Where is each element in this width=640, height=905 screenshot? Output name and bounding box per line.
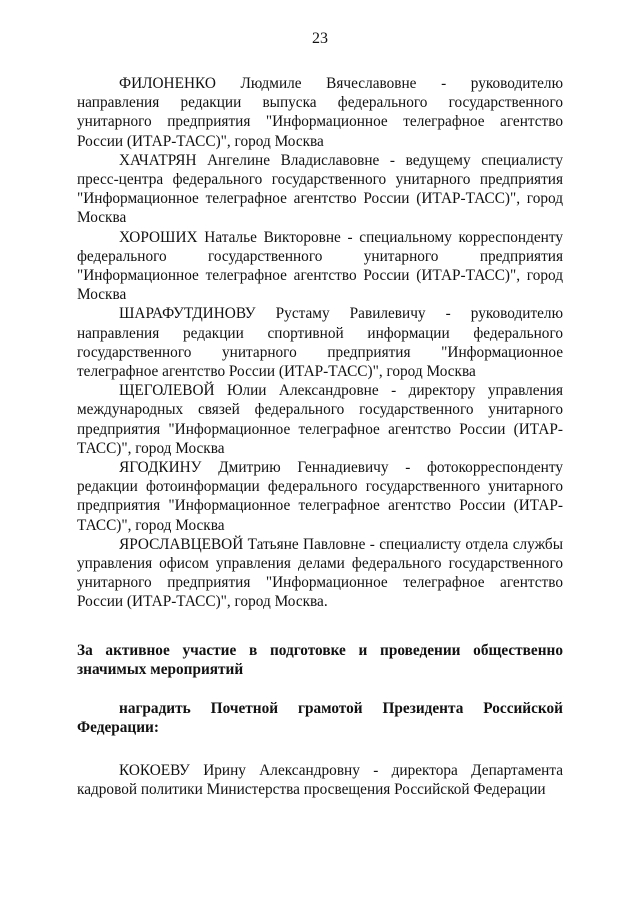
award-line: наградить Почетной грамотой Президента Российской Федерации: — [77, 700, 563, 737]
awardee-entry: ХОРОШИХ Наталье Викторовне - специальному корреспонденту федерального государственного унитарного предприятия "Информационное телеграфное агентство России (ИТАР-ТАСС)", город Москва — [77, 228, 563, 304]
awardee-entry: ЯРОСЛАВЦЕВОЙ Татьяне Павловне - специалисту отдела службы управления офисом управления делами федерального государственного унитарного предприятия "Информационное телеграфное агентство России (ИТАР-ТАСС)", город Москва. — [77, 535, 563, 611]
awardee-entry: ХАЧАТРЯН Ангелине Владиславовне - ведущему специалисту пресс-центра федерального государственного унитарного предприятия "Информационное телеграфное агентство России (ИТАР-ТАСС)", город Москва — [77, 151, 563, 227]
section-heading: За активное участие в подготовке и проведении общественно значимых мероприятий — [77, 642, 563, 679]
awardee-entry: ЩЕГОЛЕВОЙ Юлии Александровне - директору управления международных связей федерального государственного унитарного предприятия "Информационное телеграфное агентство России (ИТАР-ТАСС)", город Москва — [77, 382, 563, 457]
awardee-entry: ФИЛОНЕНКО Людмиле Вячеславовне - руководителю направления редакции выпуска федерального государственного унитарного предприятия "Информационное телеграфное агентство России (ИТАР-ТАСС)", город Москва — [77, 75, 563, 150]
page-number: 23 — [312, 30, 328, 47]
recipient-entry: КОКОЕВУ Ирину Александровну - директора Департамента кадровой политики Министерства просвещения Российской Федерации — [77, 762, 563, 799]
awardee-list — [77, 74, 563, 612]
awardee-entry: ЯГОДКИНУ Дмитрию Геннадиевичу - фотокорреспонденту редакции фотоинформации федерального государственного унитарного предприятия "Информационное телеграфное агентство России (ИТАР-ТАСС)", город Москва — [77, 459, 563, 534]
awardee-entry: ШАРАФУТДИНОВУ Рустаму Равилевичу - руководителю направления редакции спортивной информации федерального государственного унитарного предприятия "Информационное телеграфное агентство России (ИТАР-ТАСС)", город Москва — [77, 305, 563, 381]
